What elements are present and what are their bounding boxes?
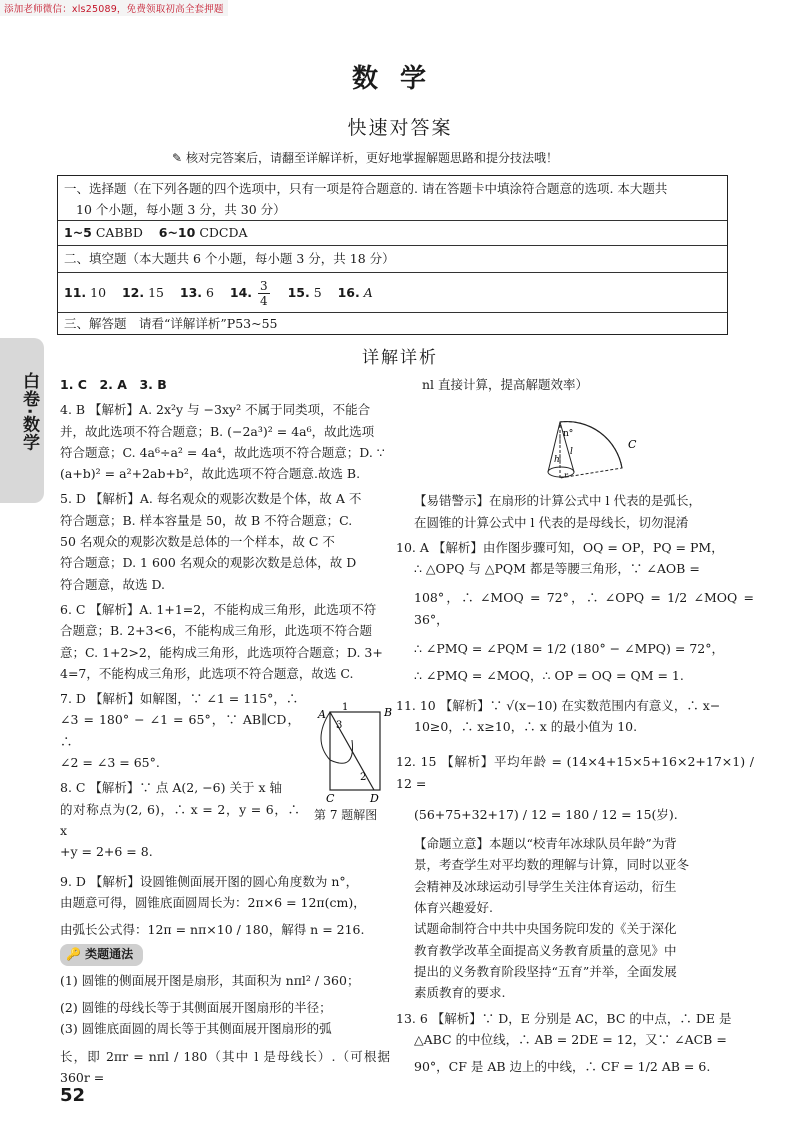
fill-16-value: A	[363, 285, 373, 300]
warning-line-2: 在圆锥的计算公式中 l 代表的是母线长，切勿混淆	[414, 514, 689, 530]
q10-line-3: 108°，∴ ∠MOQ = 72°，∴ ∠OPQ = 1/2 ∠MOQ = 36°，	[414, 590, 754, 627]
question-9	[60, 871, 390, 941]
q4-line-2: 并，故此选项不符合题意；B. (−2a³)² = 4a⁶，故此选项	[60, 423, 375, 439]
note-line-1: 【命题立意】本题以“校青年冰球队员年龄”为背	[414, 836, 677, 852]
section-1-title-line-1: 一、选择题（在下列各题的四个选项中，只有一项是符合题意的. 请在答题卡中填涂符合题意的选项. 本大题共	[64, 181, 668, 196]
page-number: 52	[60, 1085, 86, 1106]
q9-continued: nl 直接计算，提高解题效率）	[422, 377, 589, 392]
q7-figure-caption: 第 7 题解图	[314, 808, 378, 822]
q4-line-3: 符合题意；C. 4a⁶÷a² = 4a⁴，故此选项不符合题意；D. ∵	[60, 444, 385, 460]
note-line-7: 提出的义务教育阶段坚持“五育”并举，全面发展	[414, 963, 677, 979]
tip-4: 长，即 2πr = nπl / 180（其中 l 是母线长）.（可根据 360r =	[60, 1048, 390, 1085]
answers-6-10: CDCDA	[199, 225, 248, 240]
answers-6-10-label: 6~10	[158, 225, 196, 240]
q5-line-3: 50 名观众的观影次数是总体的一个样本，故 C 不	[60, 534, 335, 550]
q7-figure	[306, 700, 396, 812]
q5-line-1: 5. D 【解析】A. 每名观众的观影次数是个体，故 A 不	[60, 491, 362, 507]
tip-list	[60, 970, 390, 1088]
q7-label-b: B	[384, 706, 393, 719]
question-10	[396, 537, 754, 687]
q5-line-2: 符合题意；B. 样本容量是 50，故 B 不符合题意；C.	[60, 512, 353, 528]
q6-line-2: 合题意；B. 2+3<6，不能构成三角形，此选项不符合题	[60, 623, 372, 639]
pencil-icon: ✎	[172, 151, 183, 165]
q12-line-2: (56+75+32+17) / 12 = 180 / 12 = 15(岁).	[414, 806, 678, 822]
question-13	[396, 1008, 754, 1078]
q7-label-d: D	[370, 792, 379, 805]
q6-line-3: 意；C. 1+2>2，能构成三角形，此选项符合题意；D. 3+	[60, 644, 383, 660]
tip-title: 类题通法	[85, 947, 134, 962]
section-2-answers	[58, 273, 727, 313]
fill-15-value: 5	[313, 285, 322, 300]
hint-line	[172, 149, 692, 166]
q5-line-4: 符合题意；D. 1 600 名观众的观影次数是总体，故 D	[60, 555, 357, 571]
answer-box	[57, 175, 728, 335]
fill-12-label: 12.	[121, 285, 145, 300]
section-2-title: 二、填空题（本大题共 6 个小题，每小题 3 分，共 18 分）	[58, 246, 727, 273]
note-line-5: 试题命制符合中共中央国务院印发的《关于深化	[414, 921, 677, 937]
q8-line-3: +y = 2+6 = 8.	[60, 844, 153, 860]
q11-line-1: 11. 10 【解析】∵ √(x−10) 在实数范围内有意义，∴ x−	[396, 697, 721, 713]
section-1-title-line-2: 10 个小题，每小题 3 分，共 30 分）	[76, 202, 286, 217]
watermark-banner: 添加老师微信：xls25089，免费领取初高全套押题	[0, 0, 228, 16]
error-warning	[414, 490, 754, 533]
fraction-numerator: 3	[260, 279, 268, 293]
tip-1: (1) 圆锥的侧面展开图是扇形，其面积为 nπl² / 360；	[60, 972, 360, 988]
answer-1-3: 1. C 2. A 3. B	[60, 377, 167, 392]
q7-label-3: 3	[336, 720, 343, 731]
cone-label-r: r	[564, 471, 568, 480]
q6-line-1: 6. C 【解析】A. 1+1=2，不能构成三角形，此选项不符	[60, 601, 377, 617]
q7-label-2: 2	[360, 772, 367, 783]
note-line-2: 景，考查学生对平均数的理解与计算，同时以亚冬	[414, 857, 690, 873]
detail-title: 详解详析	[362, 348, 438, 368]
fill-15-label: 15.	[287, 285, 310, 300]
fill-11-value: 10	[90, 285, 107, 300]
q9-equation: 由弧长公式得：12π = nπ×10 / 180，解得 n = 216.	[60, 922, 365, 938]
q7-label-c: C	[326, 792, 335, 805]
q10-line-2: ∴ △OPQ 与 △PQM 都是等腰三角形，∵ ∠AOB =	[414, 561, 700, 577]
right-column	[396, 374, 754, 1077]
question-7	[60, 688, 300, 773]
question-12	[396, 751, 754, 825]
fill-11-label: 11.	[64, 285, 87, 300]
note-line-6: 教育教学改革全面提高义务教育质量的意见》中	[414, 942, 677, 958]
fraction-denominator: 4	[260, 294, 268, 308]
note-line-8: 素质教育的要求.	[414, 985, 506, 1001]
cone-label-c: C	[628, 438, 637, 451]
tip-3: (3) 圆锥底面圆的周长等于其侧面展开图扇形的弧	[60, 1021, 332, 1037]
key-icon: 🔑	[66, 947, 81, 962]
fill-14-fraction	[258, 279, 270, 308]
q7-line-2: ∠3 = 180° − ∠1 = 65°，∵ AB∥CD，∴	[60, 712, 300, 749]
q13-line-3: 90°，CF 是 AB 边上的中线，∴ CF = 1/2 AB = 6.	[414, 1059, 711, 1075]
question-4	[60, 399, 390, 484]
note-line-3: 会精神及冰球运动引导学生关注体育运动，衍生	[414, 878, 677, 894]
q4-line-1: 4. B 【解析】A. 2x²y 与 −3xy² 不属于同类项，不能合	[60, 402, 371, 418]
q7-line-1: 7. D 【解析】如解图，∵ ∠1 = 115°，∴	[60, 691, 299, 707]
q10-line-4: ∴ ∠PMQ = ∠PQM = 1/2 (180° − ∠MPQ) = 72°，	[414, 641, 725, 657]
q12-design-note	[414, 833, 754, 1003]
sidebar-label: 白卷·数学	[19, 372, 39, 452]
warning-line-1: 【易错警示】在扇形的计算公式中 l 代表的是弧长，	[414, 493, 701, 509]
q10-line-1: 10. A 【解析】由作图步骤可知，OQ = OP，PQ = PM，	[396, 539, 724, 555]
section-1-title	[58, 176, 727, 221]
tip-2: (2) 圆锥的母线长等于其侧面展开图扇形的半径；	[60, 1000, 332, 1016]
q13-line-2: △ABC 的中位线，∴ AB = 2DE = 12，又∵ ∠ACB =	[414, 1031, 727, 1047]
cone-label-l: l	[570, 447, 573, 457]
tip-badge	[60, 944, 143, 965]
q7-line-3: ∠2 = ∠3 = 65°.	[60, 755, 160, 771]
q7-label-a: A	[318, 708, 326, 721]
cone-label-h: h	[554, 455, 560, 465]
q8-line-2: 的对称点为(2, 6)，∴ x = 2，y = 6，∴ x	[60, 801, 300, 838]
q13-line-1: 13. 6 【解析】∵ D，E 分别是 AC，BC 的中点，∴ DE 是	[396, 1010, 732, 1026]
q8-line-1: 8. C 【解析】∵ 点 A(2, −6) 关于 x 轴	[60, 780, 282, 796]
answers-1-5-label: 1~5	[64, 225, 92, 240]
fill-16-label: 16.	[337, 285, 360, 300]
question-5	[60, 488, 390, 594]
q7-label-1: 1	[342, 702, 349, 713]
question-8	[60, 777, 300, 862]
subject-title: 数学	[351, 64, 448, 94]
q9-line-1: 9. D 【解析】设圆锥侧面展开图的圆心角度数为 n°，	[60, 873, 359, 889]
question-11	[396, 695, 754, 738]
q5-line-5: 符合题意，故选 D.	[60, 576, 166, 592]
q12-line-1: 12. 15 【解析】平均年龄 = (14×4+15×5+16×2+17×1) / 12 =	[396, 754, 754, 791]
question-6	[60, 599, 390, 684]
hint-text: 核对完答案后，请翻至详解详析，更好地掌握解题思路和提分技法哦！	[186, 151, 559, 165]
fill-13-value: 6	[206, 285, 214, 300]
q4-line-4: (a+b)² = a²+2ab+b²，故此选项不符合题意.故选 B.	[60, 466, 361, 482]
answers-1-5: CABBD	[95, 225, 143, 240]
q6-line-4: 4=7，不能构成三角形，此选项不符合题意，故选 C.	[60, 665, 354, 681]
q11-line-2: 10≥0，∴ x≥10，∴ x 的最小值为 10.	[414, 718, 638, 734]
fill-14-label: 14.	[229, 285, 253, 300]
section-3-note: 三、解答题 请看“详解详析”P53~55	[64, 316, 278, 331]
section-1-answers	[58, 221, 727, 246]
fill-12-value: 15	[148, 285, 164, 300]
fill-13-label: 13.	[179, 285, 203, 300]
q9-line-2: 由题意可得，圆锥底面圆周长为：2π×6 = 12π(cm)，	[60, 894, 366, 910]
quick-answer-title: 快速对答案	[347, 117, 453, 139]
note-line-4: 体育兴趣爱好.	[414, 900, 493, 916]
q10-line-5: ∴ ∠PMQ = ∠MOQ，∴ OP = OQ = QM = 1.	[414, 668, 684, 684]
cone-label-n: n°	[563, 429, 574, 439]
